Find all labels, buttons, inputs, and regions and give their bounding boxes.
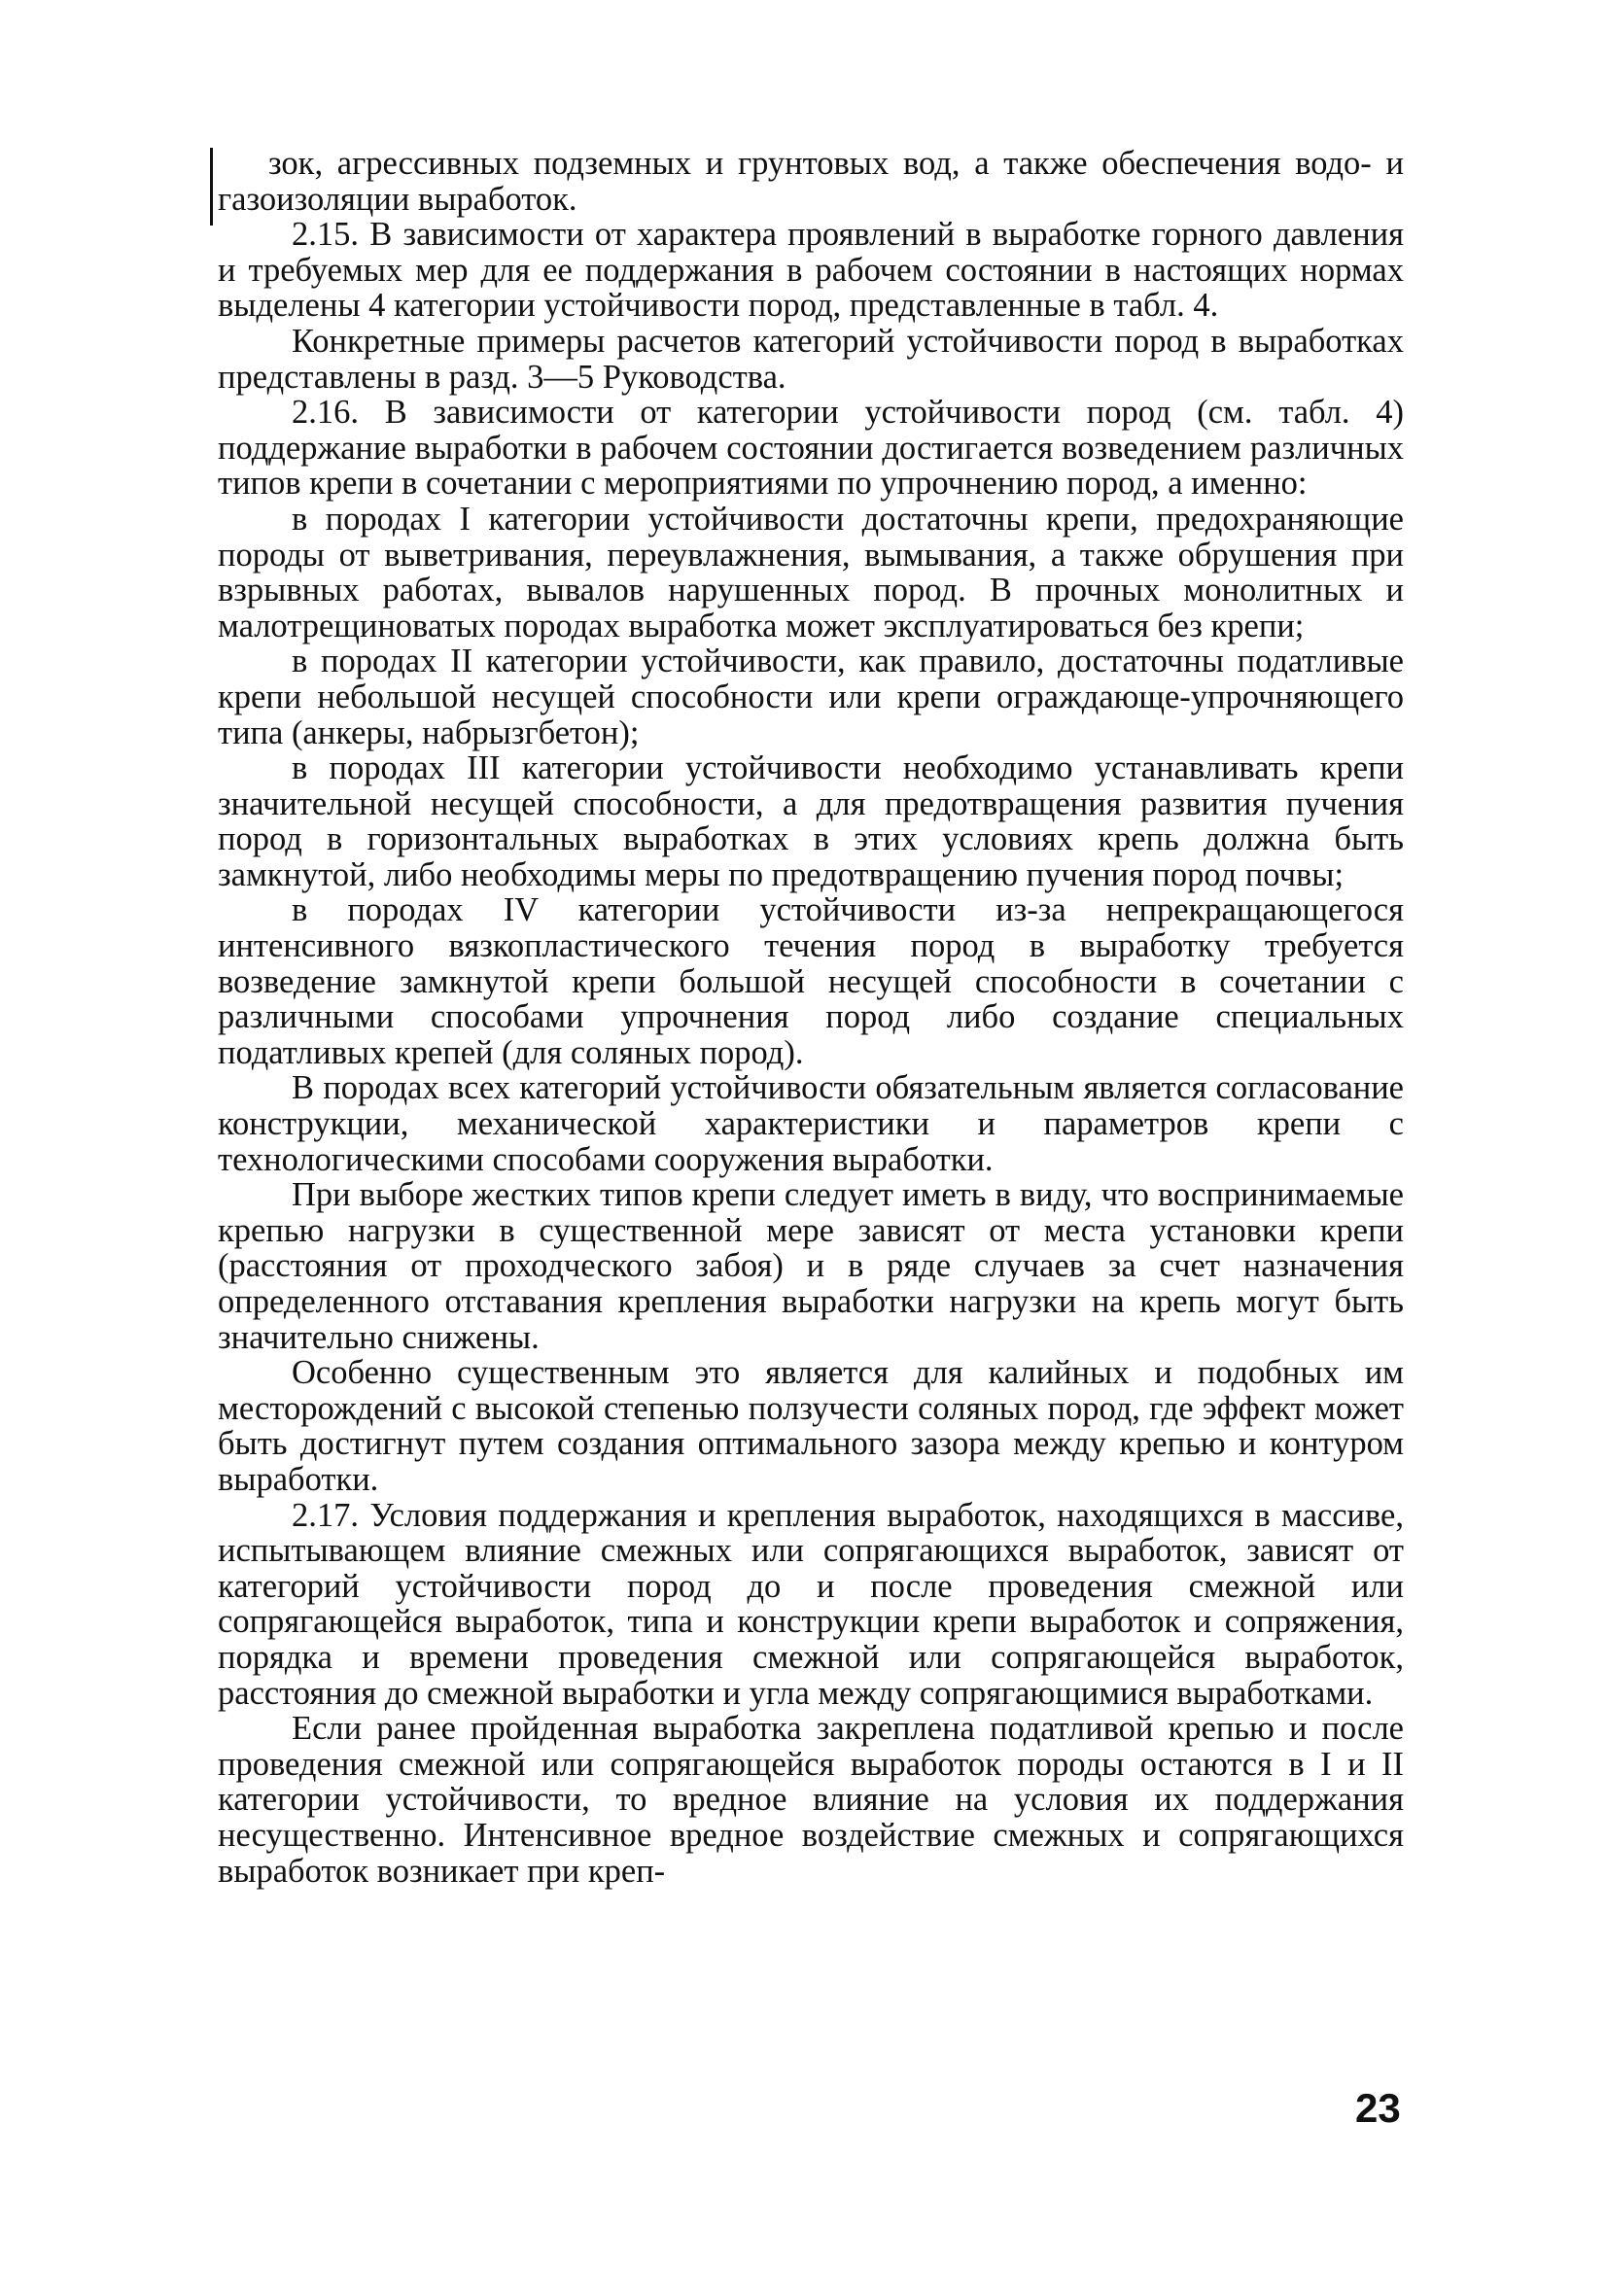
paragraph: 2.16. В зависимости от категории устойчивости пород (см. табл. 4) поддержание выработки в рабочем состоянии достигается возведением различных типов крепи в сочетании с мероприятиями по упрочнению пород, а именно: — [218, 394, 1404, 503]
paragraph: Конкретные примеры расчетов категорий устойчивости пород в выработках представлены в разд. 3—5 Руководства. — [218, 322, 1404, 396]
paragraph: При выборе жестких типов крепи следует иметь в виду, что воспринимаемые крепью нагрузки в существенной мере зависят от места установки крепи (расстояния от проходческого забоя) и в ряде случаев за счет назначения определенного отставания крепления выработки нагрузки на крепь могут быть значительно снижены. — [218, 1176, 1404, 1356]
paragraph: Если ранее пройденная выработка закреплена податливой крепью и после проведения смежной или сопрягающейся выработок породы остаются в I и II категории устойчивости, то вредное влияние на условия их поддержания несущественно. Интенсивное вредное воздействие смежных и сопрягающихся выработок возникает при креп- — [218, 1710, 1404, 1890]
paragraph: в породах IV категории устойчивости из-за непрекращающегося интенсивного вязкопластического течения пород в выработку требуется возведение замкнутой крепи большой несущей способности в сочетании с различными способами упрочнения пород либо создание специальных податливых крепей (для соляных пород). — [218, 891, 1404, 1071]
paragraph: в породах III категории устойчивости необходимо устанавливать крепи значительной несущей способности, а для предотвращения развития пучения пород в горизонтальных выработках в этих условиях крепь должна быть замкнутой, либо необходимы меры по предотвращению пучения пород почвы; — [218, 749, 1404, 893]
page-number: 23 — [1355, 2085, 1401, 2131]
paragraph: в породах I категории устойчивости достаточны крепи, предохраняющие породы от выветривания, переувлажнения, вымывания, а также обрушения при взрывных работах, вывалов нарушенных пород. В прочных монолитных и малотрещиноватых породах выработка может эксплуатироваться без крепи; — [218, 500, 1404, 644]
paragraph: в породах II категории устойчивости, как правило, достаточны податливые крепи небольшой несущей способности или крепи ограждающе-упрочняющего типа (анкеры, набрызгбетон); — [218, 643, 1404, 751]
paragraph: 2.15. В зависимости от характера проявлений в выработке горного давления и требуемых мер для ее поддержания в рабочем состоянии в настоящих нормах выделены 4 категории устойчивости пород, представленные в табл. 4. — [218, 216, 1404, 325]
paragraph: В породах всех категорий устойчивости обязательным является согласование конструкции, механической характеристики и параметров крепи с технологическими способами сооружения выработки. — [218, 1069, 1404, 1178]
paragraph: 2.17. Условия поддержания и крепления выработок, находящихся в массиве, испытывающем влияние смежных или сопрягающихся выработок, зависят от категорий устойчивости пород до и после проведения смежной или сопрягающейся выработок, типа и конструкции крепи выработок и сопряжения, порядка и времени проведения смежной или сопрягающейся выработок, расстояния до смежной выработки и угла между сопрягающимися выработками. — [218, 1496, 1404, 1712]
margin-bar — [210, 148, 213, 226]
paragraph: зок, агрессивных подземных и грунтовых вод, а также обеспечения водо- и газоизоляции выработок. — [218, 145, 1404, 218]
page-text — [218, 146, 1404, 1889]
paragraph: Особенно существенным это является для калийных и подобных им месторождений с высокой степенью ползучести соляных пород, где эффект может быть достигнут путем создания оптимального зазора между крепью и контуром выработки. — [218, 1354, 1404, 1498]
